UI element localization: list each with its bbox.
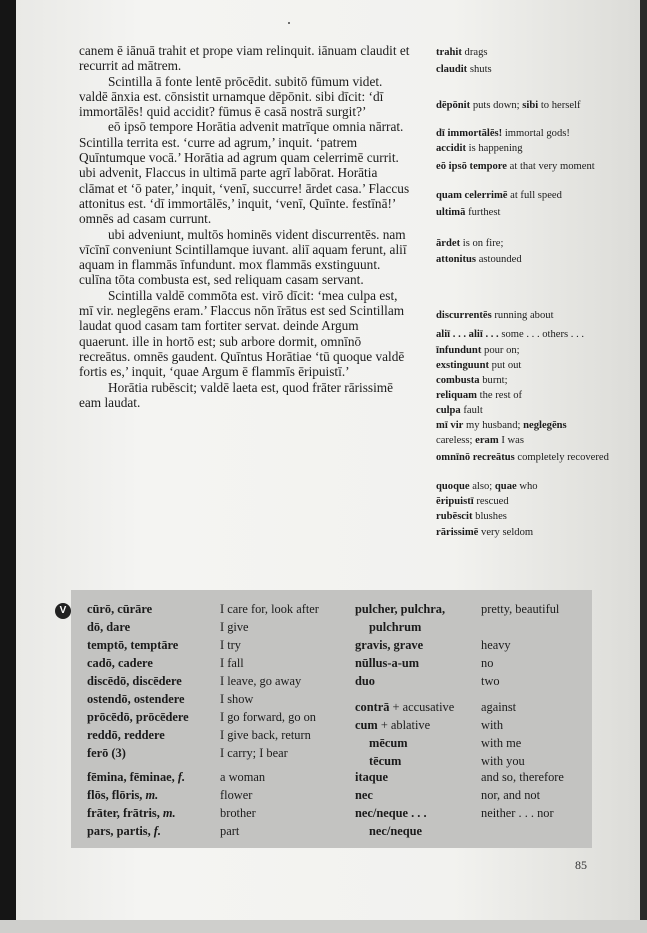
gloss-meaning: furthest (468, 207, 501, 218)
vocab-word: frāter, frātris, m. (87, 806, 176, 820)
vocab-prepositions-english (481, 698, 525, 770)
vocab-meaning: I give back, return (220, 728, 311, 742)
gloss-item (436, 128, 618, 141)
speck (288, 22, 290, 24)
gloss-term: accidit (436, 143, 467, 154)
gloss-item (436, 100, 618, 113)
gloss-meaning: fault (463, 405, 483, 416)
gloss-item (436, 452, 618, 465)
gloss-meaning: my husband; (466, 420, 521, 431)
vocab-adjectives-english (481, 600, 559, 690)
gloss-item (436, 345, 618, 358)
gloss-term: īnfundunt (436, 345, 482, 356)
gloss-term: claudit (436, 64, 468, 75)
gloss-item (436, 511, 618, 524)
gloss-meaning: burnt; (482, 375, 508, 386)
gloss-term: eram (475, 435, 499, 446)
gloss-meaning: at that very moment (509, 161, 595, 172)
paragraph: eō ipsō tempore Horātia advenit matrīque omnia nārrat. Scintilla territa est. ‘curre ad agrum,’ inquit. ‘patrem Quīntumque vocā.’ Horātia ad agrum quam celerrimē currit. ubi advenit, Flaccus in ultimā parte agrī labōrat. Horātia clāmat et ‘ō pater,’ inquit, ‘venī, succurre! ārdet casa.’ Flaccus attonitus est. ‘dī immortālēs,’ inquit, ‘venī, Quīnte. festīnā!’ omnēs ad casam currunt. (79, 119, 410, 227)
gloss-meaning: shuts (469, 64, 492, 75)
vocab-meaning: I try (220, 638, 241, 652)
gloss-item (436, 496, 618, 509)
gloss-meaning: careless; (436, 435, 473, 446)
scan-shadow-left (0, 0, 16, 933)
vocab-conjunctions-english (481, 768, 564, 822)
vocab-meaning: and so, therefore (481, 770, 564, 784)
gloss-term: rārissimē (436, 527, 479, 538)
vocab-meaning: no (481, 656, 494, 670)
gloss-item (436, 238, 618, 251)
vocab-word: cadō, cadere (87, 656, 153, 670)
gloss-meaning: blushes (475, 511, 507, 522)
gloss-meaning: at full speed (510, 190, 562, 201)
gloss-term: ēripuistī (436, 496, 474, 507)
gloss-term: neglegēns (523, 420, 567, 431)
vocab-word: pulchrum (369, 620, 422, 634)
gloss-term: combusta (436, 375, 480, 386)
vocab-word: nec (355, 788, 373, 802)
scan-shadow-right (640, 0, 647, 933)
gloss-term: quae (494, 481, 517, 492)
vocab-word: reddō, reddere (87, 728, 165, 742)
paragraph: Scintilla ā fonte lentē prōcēdit. subitō fūmum videt. valdē ānxia est. cōnsistit urnamque dēpōnit. sibi dīcit: ‘dī immortālēs! quid accidit? fūmus ē casā nostrā surgit?’ (79, 73, 384, 120)
gloss-meaning: running about (494, 310, 554, 321)
vocab-nouns-latin (87, 768, 185, 840)
gloss-term: eō ipsō tempore (436, 161, 508, 172)
vocab-word: flōs, flōris, m. (87, 788, 159, 802)
vocab-word: contrā + accusative (355, 700, 455, 714)
vocab-word: prōcēdō, prōcēdere (87, 710, 189, 724)
gloss-meaning: I was (501, 435, 524, 446)
gloss-meaning: some . . . others . . . (501, 329, 585, 340)
vocab-meaning: pretty, beautiful (481, 602, 560, 616)
gloss-meaning: puts down; (472, 100, 520, 111)
gloss-term: attonitus (436, 254, 477, 265)
vocab-meaning: I leave, go away (220, 674, 302, 688)
vocab-word: mēcum (369, 736, 408, 750)
gloss-meaning: to herself (540, 100, 581, 111)
gloss-meaning: pour on; (484, 345, 520, 356)
vocab-word: nūllus-a-um (355, 656, 420, 670)
paragraph: canem ē iānuā trahit et prope viam relinquit. iānuam claudit et recurrit ad mātrem. (79, 43, 410, 74)
gloss-term: trahit (436, 47, 462, 58)
gloss-meaning: astounded (478, 254, 522, 265)
vocab-word: ostendō, ostendere (87, 692, 185, 706)
vocab-meaning: flower (220, 788, 253, 802)
vocab-meaning: I give (220, 620, 249, 634)
gloss-term: ultimā (436, 207, 466, 218)
gloss-term: ārdet (436, 238, 461, 249)
vocab-meaning: I fall (220, 656, 244, 670)
vocab-word: dō, dare (87, 620, 131, 634)
paragraph: Horātia rubēscit; valdē laeta est, quod frāter rārissimē eam laudat. (79, 379, 394, 410)
vocab-meaning: I show (220, 692, 254, 706)
gloss-term: sibi (522, 100, 539, 111)
gloss-item (436, 481, 618, 494)
gloss-meaning: the rest of (479, 390, 523, 401)
gloss-item (436, 64, 618, 77)
vocab-word: discēdō, discēdere (87, 674, 182, 688)
gloss-meaning: rescued (476, 496, 509, 507)
gloss-item (436, 143, 618, 156)
gloss-meaning: also; (472, 481, 493, 492)
gloss-term: dī immortālēs! (436, 128, 503, 139)
vocab-word: pulcher, pulchra, (355, 602, 446, 616)
gloss-term: aliī . . . aliī . . . (436, 329, 499, 340)
gloss-meaning: is happening (468, 143, 523, 154)
gloss-item (436, 47, 618, 60)
vocab-conjunctions-latin (355, 768, 427, 840)
vocab-word: gravis, grave (355, 638, 424, 652)
page-number: 85 (575, 858, 587, 872)
gloss-term: exstinguunt (436, 360, 489, 371)
vocab-word: nec/neque . . . (355, 806, 427, 820)
gloss-item (436, 254, 618, 267)
vocab-word: nec/neque (369, 824, 423, 838)
gloss-item (436, 329, 618, 342)
vocab-meaning: I go forward, go on (220, 710, 317, 724)
vocab-meaning: with you (481, 754, 525, 768)
scan-bottom-edge (0, 920, 647, 933)
gloss-item (436, 161, 618, 174)
paragraph: Scintilla valdē commōta est. virō dīcit: ‘mea culpa est, mī vir. neglegēns eram.’ Flaccus nōn īrātus est sed Scintillam laudat quod casam tam fortiter servat. deinde Argum quaerunt. ille in hortō est; sub arbore dormit, omnīnō recreātus. omnēs gaudent. Quīntus Horātiae ‘tū quoque valdē fortis es,’ inquit, ‘quae Argum ē flammīs ēripuistī.’ (79, 287, 405, 380)
gloss-term: dēpōnit (436, 100, 471, 111)
gloss-item (436, 375, 618, 388)
vocab-verbs-english (220, 600, 319, 762)
vocab-word: fēmina, fēminae, f. (87, 770, 186, 784)
gloss-item (436, 527, 618, 540)
gloss-term: discurrentēs (436, 310, 492, 321)
gloss-meaning: immortal gods! (504, 128, 570, 139)
gloss-meaning: is on fire; (462, 238, 504, 249)
gloss-term: mī vir (436, 420, 464, 431)
vocab-adjectives-latin (355, 600, 445, 690)
gloss-item (436, 310, 618, 323)
gloss-meaning: put out (491, 360, 522, 371)
gloss-term: reliquam (436, 390, 478, 401)
vocab-meaning: against (481, 700, 517, 714)
gloss-term: rubēscit (436, 511, 473, 522)
vocab-word: cum + ablative (355, 718, 431, 732)
vocab-meaning: a woman (220, 770, 266, 784)
gloss-item (436, 405, 618, 418)
gloss-item (436, 207, 618, 220)
vocab-word: duo (355, 674, 375, 688)
vocab-meaning: with me (481, 736, 522, 750)
vocab-meaning: brother (220, 806, 256, 820)
gloss-meaning: drags (464, 47, 488, 58)
vocab-word: pars, partis, f. (87, 824, 162, 838)
gloss-term: quoque (436, 481, 470, 492)
gloss-item (436, 360, 618, 373)
vocab-meaning: two (481, 674, 500, 688)
vocab-meaning: with (481, 718, 504, 732)
gloss-item (436, 390, 618, 403)
vocab-word: tēcum (369, 754, 402, 768)
vocab-word: temptō, temptāre (87, 638, 179, 652)
vocab-word: ferō (3) (87, 746, 126, 760)
gloss-meaning: very seldom (481, 527, 534, 538)
gloss-term: omnīnō recreātus (436, 452, 515, 463)
latin-passage (79, 43, 411, 410)
vocabulary-badge-icon: V (55, 603, 71, 619)
vocab-word: itaque (355, 770, 389, 784)
vocab-meaning: I care for, look after (220, 602, 319, 616)
vocab-prepositions-latin (355, 698, 454, 770)
vocab-meaning: I carry; I bear (220, 746, 288, 760)
gloss-item (436, 190, 618, 203)
vocab-verbs-latin (87, 600, 189, 762)
gloss-term: quam celerrimē (436, 190, 508, 201)
vocab-meaning: part (220, 824, 240, 838)
vocab-meaning: neither . . . nor (481, 806, 554, 820)
vocab-word: cūrō, cūrāre (87, 602, 153, 616)
paragraph: ubi adveniunt, multōs hominēs vident discurrentēs. nam vīcīnī conveniunt Scintillamque iuvant. aliī aquam ferunt, aliī aquam in flammās īnfundunt. mox flammās exstinguunt. culīna tōta combusta est, sed reliquam casam servant. (79, 226, 407, 288)
vocab-meaning: nor, and not (481, 788, 541, 802)
gloss-item (436, 435, 618, 448)
gloss-item (436, 420, 618, 433)
gloss-meaning: who (519, 481, 538, 492)
vocab-nouns-english (220, 768, 265, 840)
gloss-term: culpa (436, 405, 461, 416)
vocab-meaning: heavy (481, 638, 511, 652)
gloss-meaning: completely recovered (517, 452, 609, 463)
